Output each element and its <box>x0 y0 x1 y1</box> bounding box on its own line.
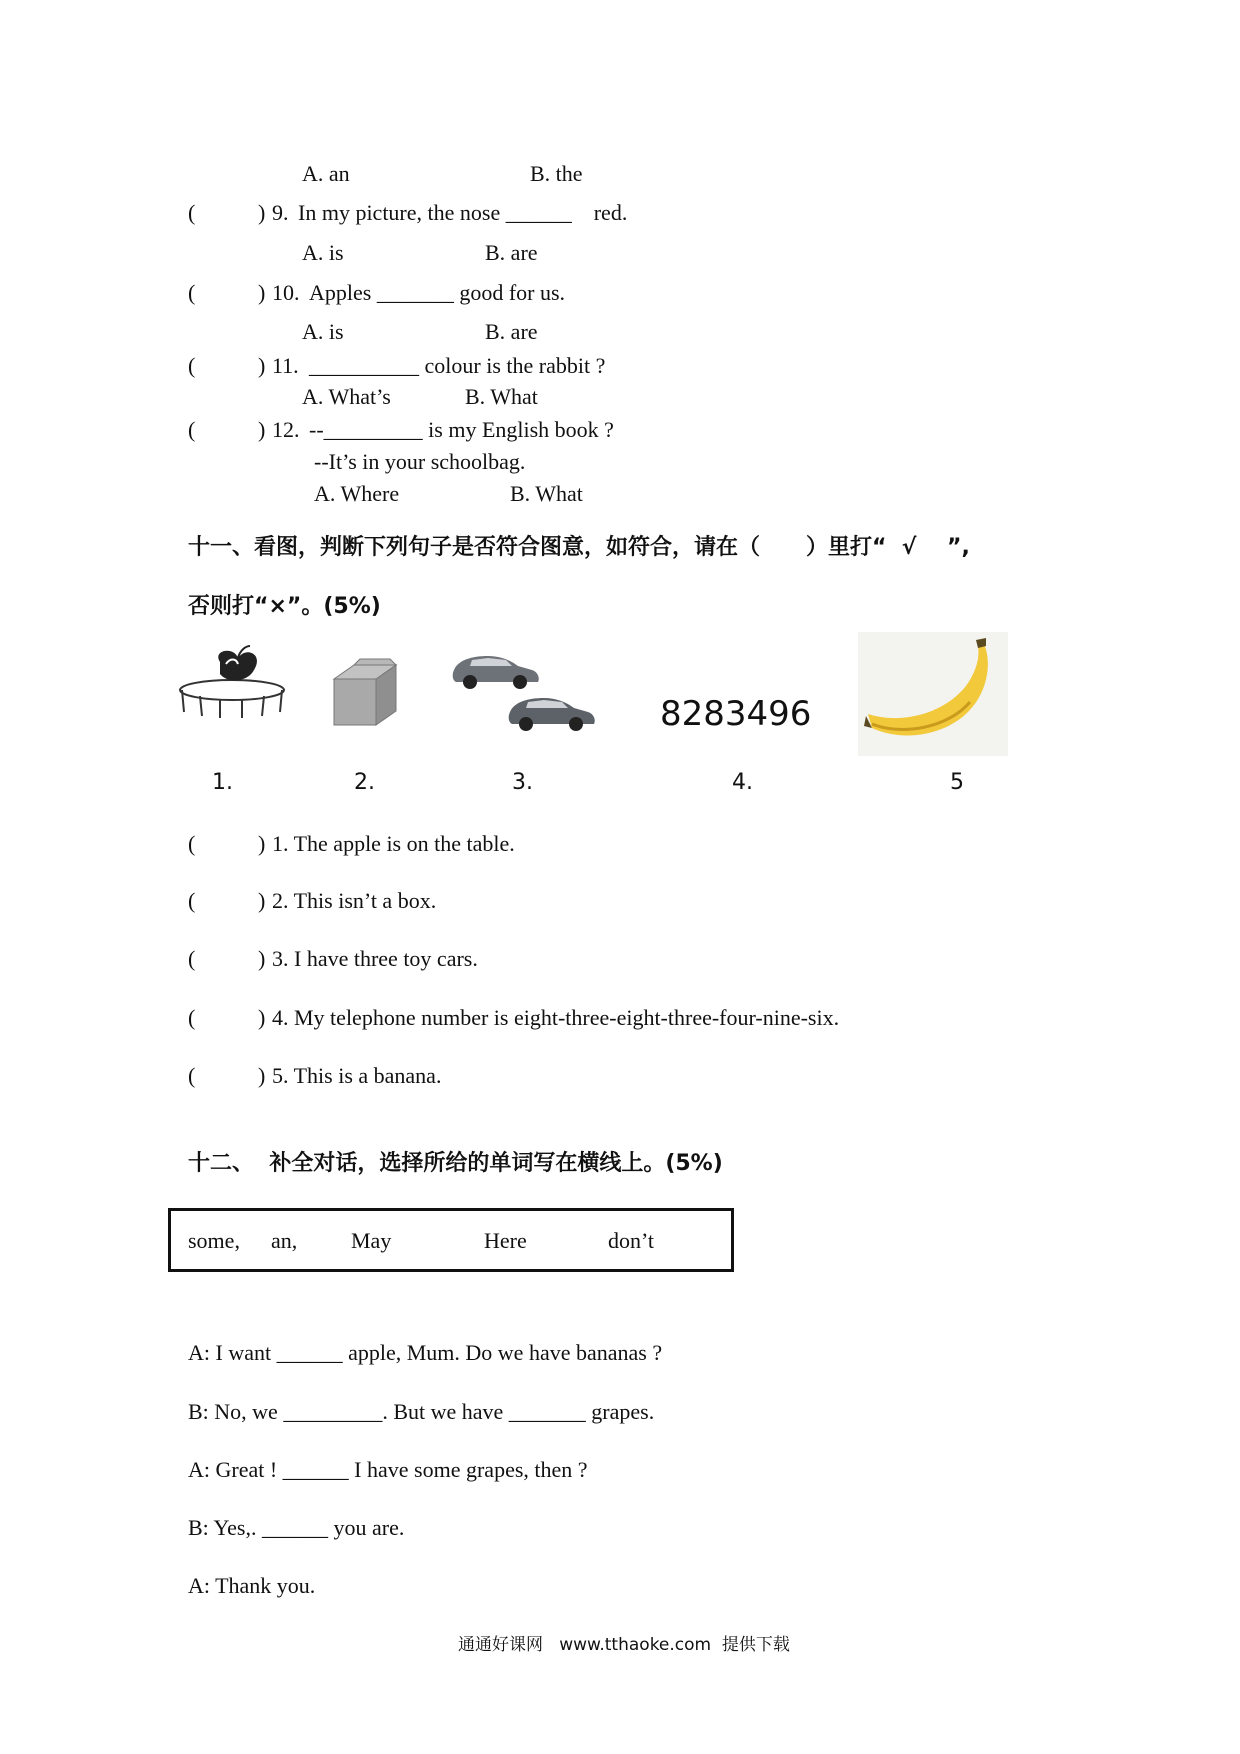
q9-option-a: A. is <box>302 240 344 265</box>
statement-3-paren-right: ) <box>258 946 266 971</box>
statement-2-paren-right: ) <box>258 888 266 913</box>
section11-title-line1: 十一、看图，判断下列句子是否符合图意，如符合，请在（ ）里打“ √ ”, <box>188 535 970 560</box>
q10-option-a: A. is <box>302 319 344 344</box>
dialogue-line-5: A: Thank you. <box>188 1573 316 1598</box>
statement-1-paren-left: ( <box>188 831 196 856</box>
q11-paren-left: ( <box>188 353 196 378</box>
section11-title-line2: 否则打“×”。(5%) <box>188 594 381 619</box>
q9-number: 9. <box>272 200 289 225</box>
q9-text: In my picture, the nose ______ red. <box>298 200 628 225</box>
q12-paren-left: ( <box>188 417 196 442</box>
picture-label-1: 1. <box>212 770 233 795</box>
word-bank-here: Here <box>484 1228 527 1253</box>
picture-label-3: 3. <box>512 770 533 795</box>
q11-option-b: B. What <box>465 384 538 409</box>
picture-label-4: 4. <box>732 770 753 795</box>
statement-2-paren-left: ( <box>188 888 196 913</box>
box-icon <box>330 657 402 729</box>
dialogue-line-1: A: I want ______ apple, Mum. Do we have bananas ? <box>188 1340 663 1365</box>
q10-text: Apples _______ good for us. <box>309 280 566 305</box>
apple-on-table-icon <box>172 640 292 720</box>
word-bank-some: some, <box>188 1228 240 1253</box>
q10-paren-left: ( <box>188 280 196 305</box>
dialogue-line-2: B: No, we _________. But we have _______ grapes. <box>188 1399 655 1424</box>
picture-label-5: 5 <box>950 770 964 795</box>
statement-5: 5. This is a banana. <box>272 1063 442 1088</box>
word-bank-dont: don’t <box>608 1228 655 1253</box>
q11-option-a: A. What’s <box>302 384 391 409</box>
q12-paren-right: ) <box>258 417 266 442</box>
q8-option-b: B. the <box>530 161 583 186</box>
statement-3: 3. I have three toy cars. <box>272 946 478 971</box>
statement-3-paren-left: ( <box>188 946 196 971</box>
statement-5-paren-right: ) <box>258 1063 266 1088</box>
q11-paren-right: ) <box>258 353 266 378</box>
word-bank-may: May <box>351 1228 392 1253</box>
phone-number-picture: 8283496 <box>660 694 812 734</box>
q12-number: 12. <box>272 417 300 442</box>
q11-text: __________ colour is the rabbit ? <box>309 353 606 378</box>
statement-1-paren-right: ) <box>258 831 266 856</box>
word-bank-an: an, <box>271 1228 298 1253</box>
q12-option-b: B. What <box>510 481 583 506</box>
statement-4-paren-left: ( <box>188 1005 196 1030</box>
statement-2: 2. This isn’t a box. <box>272 888 437 913</box>
picture-label-2: 2. <box>354 770 375 795</box>
q12-option-a: A. Where <box>314 481 400 506</box>
q8-option-a: A. an <box>302 161 350 186</box>
banana-icon <box>858 632 1008 756</box>
q11-number: 11. <box>272 353 299 378</box>
statement-1: 1. The apple is on the table. <box>272 831 515 856</box>
cars-icon <box>448 648 600 736</box>
q10-option-b: B. are <box>485 319 538 344</box>
statement-4: 4. My telephone number is eight-three-eight-three-four-nine-six. <box>272 1005 840 1030</box>
section12-title: 十二、 补全对话，选择所给的单词写在横线上。(5%) <box>188 1151 723 1176</box>
q12-answer-line: --It’s in your schoolbag. <box>314 449 526 474</box>
q10-number: 10. <box>272 280 300 305</box>
q9-paren-right: ) <box>258 200 266 225</box>
footer-source: 通通好课网 www.tthaoke.com 提供下载 <box>458 1635 790 1655</box>
q12-text: --_________ is my English book ? <box>309 417 614 442</box>
statement-5-paren-left: ( <box>188 1063 196 1088</box>
q9-paren-left: ( <box>188 200 196 225</box>
q10-paren-right: ) <box>258 280 266 305</box>
dialogue-line-4: B: Yes,. ______ you are. <box>188 1515 405 1540</box>
q9-option-b: B. are <box>485 240 538 265</box>
statement-4-paren-right: ) <box>258 1005 266 1030</box>
dialogue-line-3: A: Great ! ______ I have some grapes, then ? <box>188 1457 588 1482</box>
